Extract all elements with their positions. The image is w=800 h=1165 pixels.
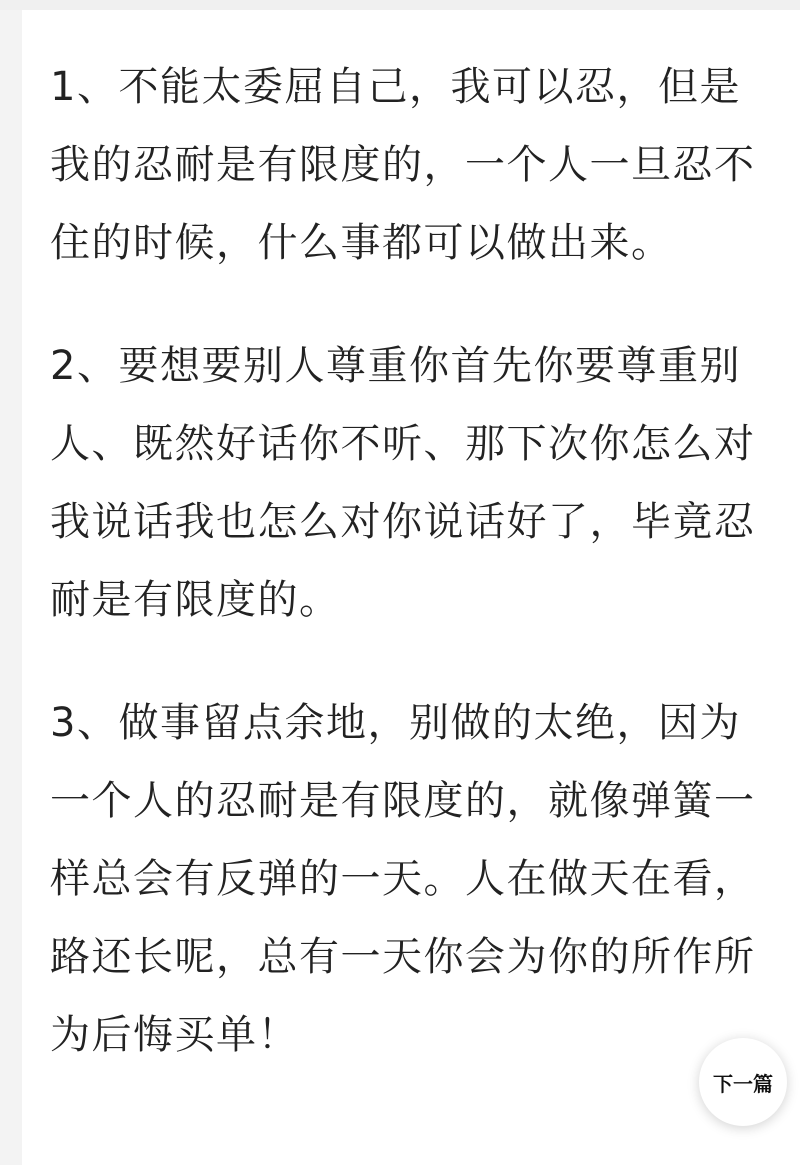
paragraph-2: 2、要想要别人尊重你首先你要尊重别人、既然好话你不听、那下次你怎么对我说话我也怎么对你说话好了，毕竟忍耐是有限度的。 xyxy=(50,343,756,623)
next-article-button[interactable] xyxy=(699,1038,787,1126)
next-article-label: 下一篇 xyxy=(713,1071,773,1096)
paragraph-1: 1、不能太委屈自己，我可以忍，但是我的忍耐是有限度的，一个人一旦忍不住的时候，什么事都可以做出来。 xyxy=(50,64,756,266)
top-shade xyxy=(0,0,800,10)
paragraph-3: 3、做事留点余地，别做的太绝，因为一个人的忍耐是有限度的，就像弹簧一样总会有反弹的一天。人在做天在看，路还长呢，总有一天你会为你的所作所为后悔买单！ xyxy=(50,700,756,1058)
article-body xyxy=(50,48,775,1119)
